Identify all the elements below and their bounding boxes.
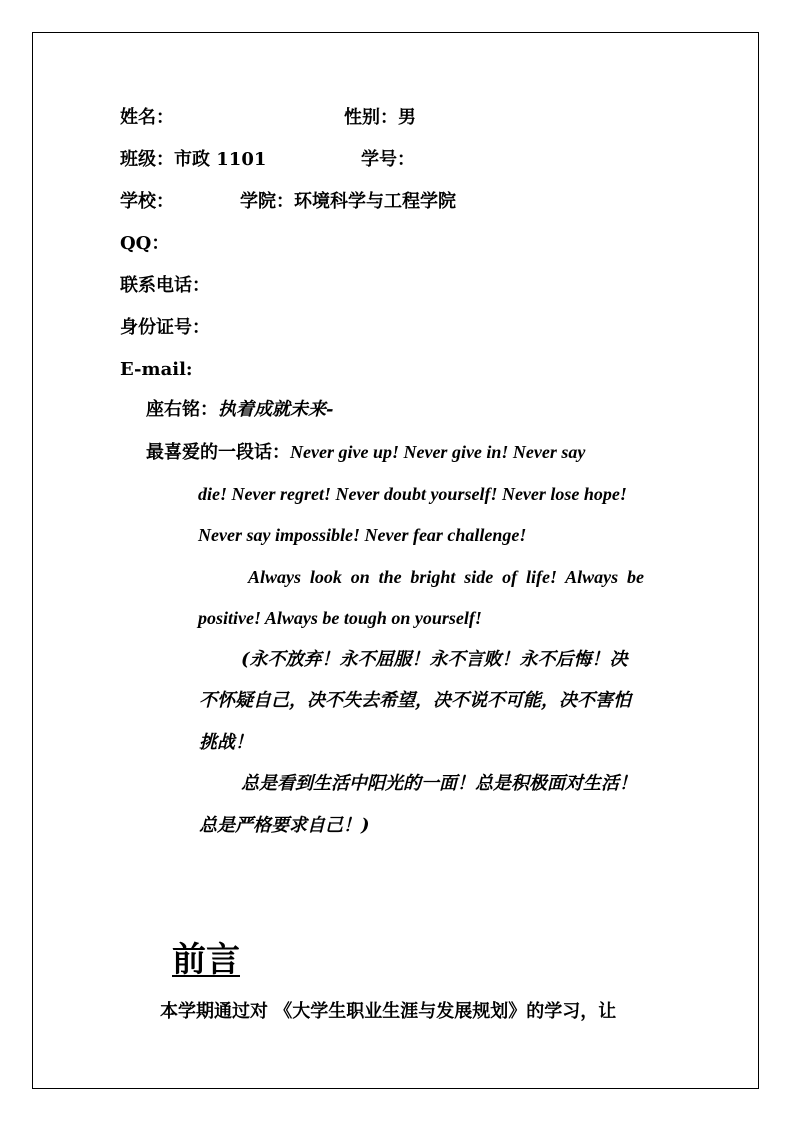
name-label: 姓名：	[120, 107, 174, 128]
qq-label: QQ：	[120, 233, 170, 254]
motto	[146, 398, 333, 422]
gender-label: 性别：男	[344, 107, 416, 128]
motto-text: 执着成就未来-	[218, 399, 334, 420]
favorite-passage-en-line: die! Never regret! Never doubt yourself! Never lose hope!	[198, 484, 627, 504]
phone-label: 联系电话：	[120, 275, 210, 296]
favorite-passage-zh-line: 挑战！	[199, 732, 253, 753]
motto-label: 座右铭：	[146, 399, 218, 420]
favorite-passage-first-line	[146, 440, 585, 465]
favorite-passage-zh-line: 总是严格要求自己！)	[199, 815, 370, 836]
favorite-passage-en-line: Never say impossible! Never fear challenge!	[198, 525, 527, 545]
id-card-label: 身份证号：	[120, 317, 210, 338]
school-label: 学校：	[120, 191, 174, 212]
student-id-label: 学号：	[361, 149, 415, 170]
class-label: 班级：市政 1101	[120, 149, 267, 170]
favorite-passage-en-line: Always look on the bright side of life! Always be	[248, 567, 644, 587]
favorite-passage-zh-line: 总是看到生活中阳光的一面！总是积极面对生活！	[241, 773, 637, 794]
favorite-passage-label: 最喜爱的一段话：	[146, 442, 290, 463]
preface-first-line: 本学期通过对 《大学生职业生涯与发展规划》的学习，让	[160, 1001, 617, 1022]
favorite-passage-en-line: positive! Always be tough on yourself!	[198, 608, 482, 628]
college-label: 学院：环境科学与工程学院	[240, 191, 456, 212]
favorite-passage-zh-line: (永不放弃！永不屈服！永不言败！永不后悔！决	[241, 649, 628, 670]
email-label: E-mail:	[120, 359, 193, 380]
favorite-passage-en-line: Never give up! Never give in! Never say	[290, 442, 586, 462]
favorite-passage-zh-line: 不怀疑自己，决不失去希望，决不说不可能，决不害怕	[199, 690, 631, 711]
preface-heading: 前言	[172, 940, 240, 980]
